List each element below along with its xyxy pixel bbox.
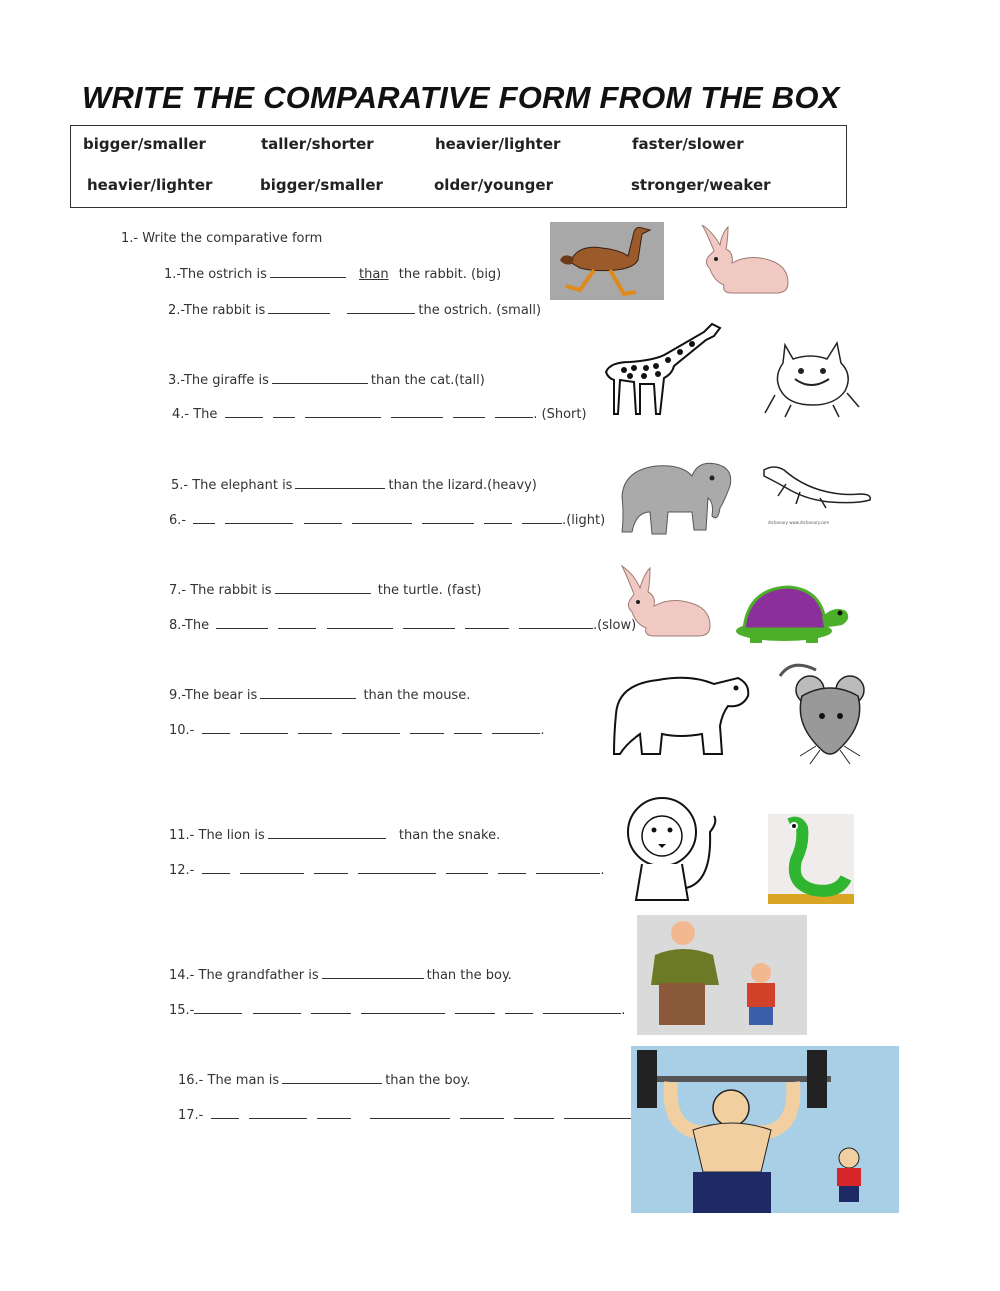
lion-image xyxy=(622,792,722,904)
exercise-10: 10.- . xyxy=(169,723,545,738)
word-box-item: older/younger xyxy=(434,176,553,194)
answer-blank[interactable] xyxy=(514,1106,554,1119)
answer-blank[interactable] xyxy=(519,616,593,629)
answer-blank[interactable] xyxy=(275,581,371,594)
exercise-8: 8.-The .(slow) xyxy=(169,618,637,633)
answer-blank[interactable] xyxy=(270,265,346,278)
answer-blank[interactable] xyxy=(298,721,332,734)
strong-man-and-boy-image xyxy=(631,1046,899,1213)
exercise-16: 16.- The man is than the boy. xyxy=(178,1073,471,1088)
answer-blank[interactable] xyxy=(536,861,600,874)
word-box-item: bigger/smaller xyxy=(260,176,383,194)
mouse-image xyxy=(776,656,874,766)
lizard-caption: dictionary www.dictionary.com xyxy=(768,520,830,525)
lizard-image xyxy=(760,460,874,532)
exercise-1: 1.-The ostrich is than the rabbit. (big) xyxy=(164,267,502,282)
answer-blank[interactable] xyxy=(455,1001,495,1014)
answer-blank[interactable] xyxy=(225,511,293,524)
word-box-item: heavier/lighter xyxy=(87,176,213,194)
answer-blank[interactable] xyxy=(361,1001,445,1014)
answer-blank[interactable] xyxy=(522,511,562,524)
exercise-3: 3.-The giraffe is than the cat.(tall) xyxy=(168,373,485,388)
answer-blank[interactable] xyxy=(317,1106,351,1119)
answer-blank[interactable] xyxy=(304,511,342,524)
answer-blank[interactable] xyxy=(202,721,230,734)
word-box-item: faster/slower xyxy=(632,135,744,153)
answer-blank[interactable] xyxy=(564,1106,638,1119)
answer-blank[interactable] xyxy=(278,616,316,629)
answer-blank[interactable] xyxy=(268,826,386,839)
answer-blank[interactable] xyxy=(454,721,482,734)
instruction: 1.- Write the comparative form xyxy=(121,231,323,246)
answer-blank[interactable] xyxy=(446,861,488,874)
word-box-item: stronger/weaker xyxy=(631,176,771,194)
word-box-item: heavier/lighter xyxy=(435,135,561,153)
answer-blank[interactable] xyxy=(403,616,455,629)
answer-blank[interactable] xyxy=(202,861,230,874)
answer-blank[interactable] xyxy=(240,861,304,874)
answer-blank[interactable] xyxy=(347,301,415,314)
exercise-6: 6.- .(light) xyxy=(169,513,606,528)
answer-blank[interactable] xyxy=(273,405,295,418)
grandfather-and-boy-image xyxy=(637,915,807,1035)
answer-blank[interactable] xyxy=(253,1001,301,1014)
answer-blank[interactable] xyxy=(422,511,474,524)
word-box-item: bigger/smaller xyxy=(83,135,206,153)
answer-blank[interactable] xyxy=(327,616,393,629)
answer-blank[interactable] xyxy=(543,1001,621,1014)
answer-blank[interactable] xyxy=(453,405,485,418)
cat-image xyxy=(755,335,867,419)
answer-blank[interactable] xyxy=(322,966,424,979)
answer-blank[interactable] xyxy=(370,1106,450,1119)
bear-image xyxy=(610,664,752,760)
exercise-14: 14.- The grandfather is than the boy. xyxy=(169,968,512,983)
ostrich-image xyxy=(550,222,664,300)
answer-blank[interactable] xyxy=(305,405,381,418)
word-box xyxy=(70,125,847,208)
answer-blank[interactable] xyxy=(495,405,533,418)
exercise-2: 2.-The rabbit is the ostrich. (small) xyxy=(168,303,542,318)
answer-blank[interactable] xyxy=(249,1106,307,1119)
answer-blank[interactable] xyxy=(314,861,348,874)
answer-blank[interactable] xyxy=(211,1106,239,1119)
answer-blank[interactable] xyxy=(295,476,385,489)
elephant-image xyxy=(612,446,740,540)
exercise-5: 5.- The elephant is than the lizard.(heavy) xyxy=(171,478,537,493)
answer-blank[interactable] xyxy=(358,861,436,874)
turtle-image xyxy=(734,583,854,645)
answer-blank[interactable] xyxy=(194,1001,242,1014)
answer-blank[interactable] xyxy=(260,686,356,699)
answer-blank[interactable] xyxy=(410,721,444,734)
answer-blank[interactable] xyxy=(498,861,526,874)
exercise-11: 11.- The lion is than the snake. xyxy=(169,828,501,843)
answer-blank[interactable] xyxy=(352,511,412,524)
snake-image xyxy=(768,814,854,904)
word-box-item: taller/shorter xyxy=(261,135,374,153)
answer-blank[interactable] xyxy=(460,1106,504,1119)
answer-blank[interactable] xyxy=(311,1001,351,1014)
giraffe-image xyxy=(600,318,724,420)
answer-blank[interactable] xyxy=(268,301,330,314)
answer-blank[interactable] xyxy=(225,405,263,418)
page-title: WRITE THE COMPARATIVE FORM FROM THE BOX xyxy=(82,80,840,115)
answer-blank[interactable] xyxy=(465,616,509,629)
answer-blank[interactable] xyxy=(193,511,215,524)
answer-blank[interactable] xyxy=(282,1071,382,1084)
exercise-17: 17.- xyxy=(178,1106,643,1123)
answer-blank[interactable] xyxy=(391,405,443,418)
answer-blank[interactable] xyxy=(492,721,540,734)
answer-blank[interactable] xyxy=(240,721,288,734)
answer-blank[interactable] xyxy=(505,1001,533,1014)
exercise-4: 4.- The . (Short) xyxy=(172,407,587,422)
answer-blank[interactable] xyxy=(342,721,400,734)
exercise-7: 7.- The rabbit is the turtle. (fast) xyxy=(169,583,482,598)
exercise-15: 15.- . xyxy=(169,1003,626,1018)
rabbit-image xyxy=(692,223,796,297)
answer-blank[interactable] xyxy=(272,371,368,384)
rabbit-image-2 xyxy=(614,564,718,640)
answer-blank[interactable] xyxy=(484,511,512,524)
answer-blank[interactable] xyxy=(216,616,268,629)
exercise-9: 9.-The bear is than the mouse. xyxy=(169,688,471,703)
exercise-12: 12.- . xyxy=(169,863,605,878)
